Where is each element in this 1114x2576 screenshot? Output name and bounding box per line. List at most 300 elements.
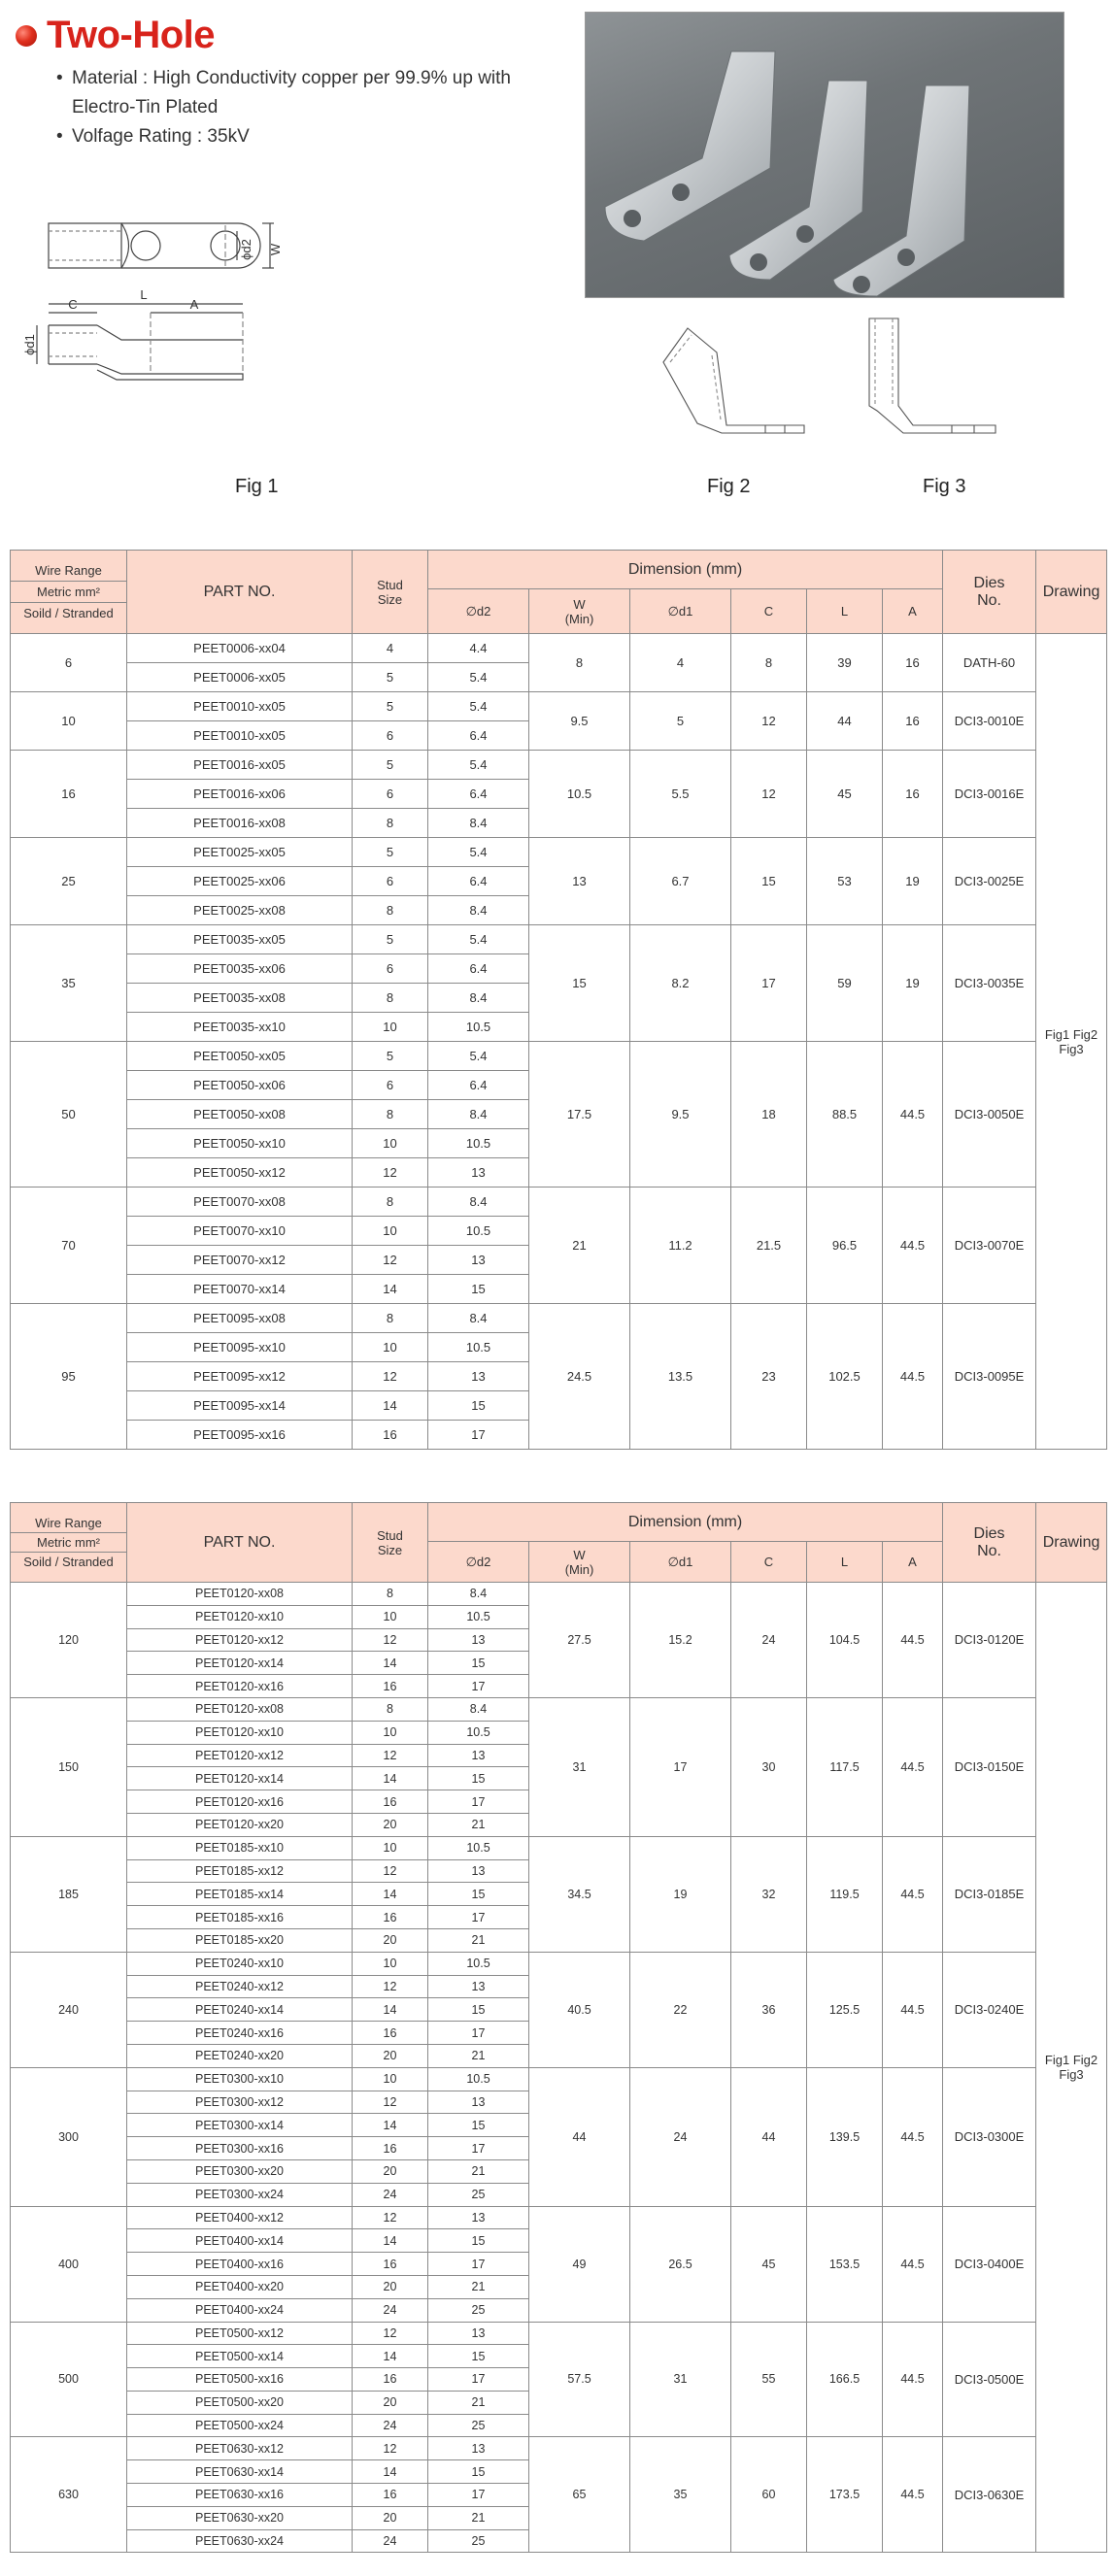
d2-cell: 15: [428, 1652, 529, 1675]
spec-material: • Material : High Conductivity copper per 99.9% up with Electro-Tin Plated: [56, 64, 561, 122]
dies-cell: DCI3-0035E: [943, 925, 1036, 1042]
d2-cell: 17: [428, 2368, 529, 2392]
table-row: [11, 1952, 1107, 1975]
d1-cell: 5: [630, 692, 731, 751]
part-no-cell: PEET0095-xx12: [127, 1362, 353, 1391]
d2-cell: 13: [428, 1362, 529, 1391]
title-row: [16, 14, 215, 57]
dies-cell: DCI3-0630E: [943, 2437, 1036, 2553]
wire-range-cell: 35: [11, 925, 127, 1042]
d1-cell: 22: [630, 1952, 731, 2067]
stud-size-cell: 6: [353, 780, 428, 809]
d2-cell: 10.5: [428, 1836, 529, 1859]
d2-cell: 5.4: [428, 751, 529, 780]
a-cell: 44.5: [883, 1042, 943, 1188]
stud-size-cell: 12: [353, 2206, 428, 2229]
wire-range-cell: 240: [11, 1952, 127, 2067]
part-no-cell: PEET0070-xx14: [127, 1275, 353, 1304]
d2-cell: 15: [428, 2229, 529, 2253]
stud-size-cell: 14: [353, 1391, 428, 1421]
d2-cell: 25: [428, 2298, 529, 2322]
wire-range-cell: 500: [11, 2322, 127, 2437]
d2-cell: 10.5: [428, 1333, 529, 1362]
stud-size-cell: 6: [353, 954, 428, 984]
part-no-cell: PEET0016-xx06: [127, 780, 353, 809]
d1-cell: 6.7: [630, 838, 731, 925]
w-cell: 40.5: [529, 1952, 630, 2067]
part-no-cell: PEET0010-xx05: [127, 721, 353, 751]
stud-size-cell: 12: [353, 1246, 428, 1275]
c-cell: 30: [731, 1697, 807, 1836]
w-cell: 34.5: [529, 1836, 630, 1952]
part-no-cell: PEET0035-xx08: [127, 984, 353, 1013]
part-no-cell: PEET0006-xx04: [127, 634, 353, 663]
d2-cell: 15: [428, 1391, 529, 1421]
part-no-cell: PEET0050-xx12: [127, 1158, 353, 1188]
header2-part-no: PART NO.: [127, 1503, 353, 1583]
part-no-cell: PEET0300-xx24: [127, 2183, 353, 2206]
d2-cell: 25: [428, 2529, 529, 2553]
d1-cell: 9.5: [630, 1042, 731, 1188]
stud-size-cell: 6: [353, 867, 428, 896]
header-d1: ∅d1: [630, 589, 731, 634]
spec-table-1: [10, 550, 1107, 1450]
a-cell: 44.5: [883, 2067, 943, 2206]
stud-size-cell: 12: [353, 1158, 428, 1188]
part-no-cell: PEET0240-xx14: [127, 1998, 353, 2022]
d2-cell: 15: [428, 1883, 529, 1906]
part-no-cell: PEET0095-xx08: [127, 1304, 353, 1333]
header2-w: W (Min): [529, 1542, 630, 1583]
stud-size-cell: 24: [353, 2183, 428, 2206]
header2-d1: ∅d1: [630, 1542, 731, 1583]
stud-size-cell: 20: [353, 2044, 428, 2067]
c-cell: 15: [731, 838, 807, 925]
w-cell: 9.5: [529, 692, 630, 751]
header-d2: ∅d2: [428, 589, 529, 634]
wire-range-cell: 70: [11, 1188, 127, 1304]
d2-cell: 8.4: [428, 1304, 529, 1333]
header2-solid-label: Soild / Stranded: [23, 1555, 114, 1569]
d2-cell: 13: [428, 1246, 529, 1275]
part-no-cell: PEET0240-xx12: [127, 1975, 353, 1998]
stud-size-cell: 14: [353, 2460, 428, 2484]
part-no-cell: PEET0240-xx10: [127, 1952, 353, 1975]
header2-wire-range-label: Wire Range: [11, 1514, 126, 1533]
part-no-cell: PEET0185-xx10: [127, 1836, 353, 1859]
stud-size-cell: 12: [353, 1859, 428, 1883]
header2-c: C: [731, 1542, 807, 1583]
dies-cell: DCI3-0010E: [943, 692, 1036, 751]
header-stud-size: Stud Size: [353, 551, 428, 634]
d2-cell: 8.4: [428, 809, 529, 838]
stud-size-cell: 5: [353, 838, 428, 867]
d2-cell: 13: [428, 2206, 529, 2229]
stud-size-cell: 16: [353, 1675, 428, 1698]
l-cell: 117.5: [807, 1697, 883, 1836]
w-cell: 8: [529, 634, 630, 692]
dies-cell: DCI3-0240E: [943, 1952, 1036, 2067]
d2-cell: 10.5: [428, 1952, 529, 1975]
stud-size-cell: 16: [353, 2253, 428, 2276]
stud-size-cell: 10: [353, 1013, 428, 1042]
d1-cell: 24: [630, 2067, 731, 2206]
a-cell: 44.5: [883, 2322, 943, 2437]
d2-cell: 15: [428, 1767, 529, 1790]
part-no-cell: PEET0400-xx16: [127, 2253, 353, 2276]
product-photo: [585, 12, 1064, 298]
part-no-cell: PEET0050-xx05: [127, 1042, 353, 1071]
part-no-cell: PEET0240-xx20: [127, 2044, 353, 2067]
d2-cell: 8.4: [428, 1100, 529, 1129]
l-cell: 45: [807, 751, 883, 838]
part-no-cell: PEET0240-xx16: [127, 2022, 353, 2045]
w-cell: 57.5: [529, 2322, 630, 2437]
d1-cell: 31: [630, 2322, 731, 2437]
c-cell: 44: [731, 2067, 807, 2206]
stud-size-cell: 14: [353, 1652, 428, 1675]
stud-size-cell: 16: [353, 1906, 428, 1929]
dim-l-label: L: [140, 287, 148, 302]
a-cell: 16: [883, 751, 943, 838]
wire-range-cell: 300: [11, 2067, 127, 2206]
table-row: [11, 1836, 1107, 1859]
l-cell: 88.5: [807, 1042, 883, 1188]
d2-cell: 8.4: [428, 1583, 529, 1606]
header2-l: L: [807, 1542, 883, 1583]
d1-cell: 5.5: [630, 751, 731, 838]
stud-size-cell: 16: [353, 2022, 428, 2045]
part-no-cell: PEET0016-xx05: [127, 751, 353, 780]
part-no-cell: PEET0630-xx16: [127, 2484, 353, 2507]
d2-cell: 25: [428, 2183, 529, 2206]
dies-cell: DATH-60: [943, 634, 1036, 692]
part-no-cell: PEET0300-xx20: [127, 2159, 353, 2183]
table-row: [11, 925, 1107, 954]
spec-list: [56, 64, 561, 151]
part-no-cell: PEET0025-xx08: [127, 896, 353, 925]
stud-size-cell: 24: [353, 2298, 428, 2322]
a-cell: 16: [883, 634, 943, 692]
part-no-cell: PEET0070-xx10: [127, 1217, 353, 1246]
wire-range-cell: 95: [11, 1304, 127, 1450]
d2-cell: 10.5: [428, 2067, 529, 2091]
stud-size-cell: 8: [353, 1697, 428, 1721]
dies-cell: DCI3-0400E: [943, 2206, 1036, 2322]
d2-cell: 25: [428, 2414, 529, 2437]
d2-cell: 6.4: [428, 780, 529, 809]
d1-cell: 19: [630, 1836, 731, 1952]
header-wire-range-label: Wire Range: [11, 560, 126, 582]
header2-dies-no: Dies No.: [943, 1503, 1036, 1583]
a-cell: 44.5: [883, 1697, 943, 1836]
part-no-cell: PEET0400-xx12: [127, 2206, 353, 2229]
d2-cell: 10.5: [428, 1013, 529, 1042]
w-cell: 27.5: [529, 1583, 630, 1698]
stud-size-cell: 14: [353, 2345, 428, 2368]
fig3-label: Fig 3: [923, 476, 966, 497]
header-wire-range: [11, 551, 127, 634]
d2-cell: 13: [428, 2091, 529, 2114]
d2-cell: 8.4: [428, 896, 529, 925]
stud-size-cell: 5: [353, 925, 428, 954]
d2-cell: 21: [428, 1813, 529, 1836]
d2-cell: 10.5: [428, 1605, 529, 1628]
header-solid-label: Soild / Stranded: [23, 606, 114, 620]
spec-table-2-body: [11, 1583, 1107, 2553]
stud-size-cell: 16: [353, 2484, 428, 2507]
d2-cell: 13: [428, 1975, 529, 1998]
d2-cell: 15: [428, 1275, 529, 1304]
d1-cell: 17: [630, 1697, 731, 1836]
l-cell: 59: [807, 925, 883, 1042]
wire-range-cell: 150: [11, 1697, 127, 1836]
header-w: W (Min): [529, 589, 630, 634]
l-cell: 44: [807, 692, 883, 751]
part-no-cell: PEET0120-xx16: [127, 1790, 353, 1814]
part-no-cell: PEET0006-xx05: [127, 663, 353, 692]
stud-size-cell: 14: [353, 2114, 428, 2137]
l-cell: 119.5: [807, 1836, 883, 1952]
a-cell: 16: [883, 692, 943, 751]
dies-cell: DCI3-0025E: [943, 838, 1036, 925]
table-row: [11, 2437, 1107, 2460]
d1-cell: 13.5: [630, 1304, 731, 1450]
a-cell: 19: [883, 838, 943, 925]
d2-cell: 17: [428, 2253, 529, 2276]
header2-metric-label: Metric mm²: [11, 1533, 126, 1553]
table-row: [11, 2206, 1107, 2229]
d2-cell: 6.4: [428, 954, 529, 984]
stud-size-cell: 12: [353, 2437, 428, 2460]
part-no-cell: PEET0025-xx06: [127, 867, 353, 896]
part-no-cell: PEET0035-xx10: [127, 1013, 353, 1042]
fig1-label: Fig 1: [235, 476, 279, 497]
d2-cell: 17: [428, 1906, 529, 1929]
d1-cell: 26.5: [630, 2206, 731, 2322]
d2-cell: 5.4: [428, 925, 529, 954]
table-row: [11, 1188, 1107, 1217]
stud-size-cell: 10: [353, 1333, 428, 1362]
table-row: [11, 1697, 1107, 1721]
d2-cell: 15: [428, 2460, 529, 2484]
w-cell: 13: [529, 838, 630, 925]
part-no-cell: PEET0400-xx24: [127, 2298, 353, 2322]
d2-cell: 6.4: [428, 1071, 529, 1100]
d2-cell: 21: [428, 1928, 529, 1952]
d2-cell: 21: [428, 2506, 529, 2529]
part-no-cell: PEET0400-xx14: [127, 2229, 353, 2253]
stud-size-cell: 10: [353, 1605, 428, 1628]
c-cell: 32: [731, 1836, 807, 1952]
c-cell: 45: [731, 2206, 807, 2322]
d2-cell: 13: [428, 2437, 529, 2460]
dies-cell: DCI3-0095E: [943, 1304, 1036, 1450]
d2-cell: 15: [428, 2345, 529, 2368]
wire-range-cell: 6: [11, 634, 127, 692]
dies-cell: DCI3-0070E: [943, 1188, 1036, 1304]
part-no-cell: PEET0070-xx12: [127, 1246, 353, 1275]
header2-d2: ∅d2: [428, 1542, 529, 1583]
stud-size-cell: 24: [353, 2414, 428, 2437]
a-cell: 44.5: [883, 2206, 943, 2322]
d1-cell: 8.2: [630, 925, 731, 1042]
part-no-cell: PEET0120-xx10: [127, 1721, 353, 1744]
part-no-cell: PEET0500-xx16: [127, 2368, 353, 2392]
part-no-cell: PEET0500-xx20: [127, 2391, 353, 2414]
stud-size-cell: 16: [353, 1421, 428, 1450]
d2-cell: 6.4: [428, 867, 529, 896]
stud-size-cell: 16: [353, 2137, 428, 2160]
w-cell: 31: [529, 1697, 630, 1836]
part-no-cell: PEET0035-xx06: [127, 954, 353, 984]
stud-size-cell: 10: [353, 1217, 428, 1246]
stud-size-cell: 16: [353, 1790, 428, 1814]
dies-cell: DCI3-0300E: [943, 2067, 1036, 2206]
dies-cell: DCI3-0150E: [943, 1697, 1036, 1836]
part-no-cell: PEET0070-xx08: [127, 1188, 353, 1217]
l-cell: 125.5: [807, 1952, 883, 2067]
stud-size-cell: 20: [353, 2506, 428, 2529]
w-cell: 10.5: [529, 751, 630, 838]
l-cell: 153.5: [807, 2206, 883, 2322]
stud-size-cell: 8: [353, 809, 428, 838]
stud-size-cell: 8: [353, 1304, 428, 1333]
l-cell: 173.5: [807, 2437, 883, 2553]
l-cell: 139.5: [807, 2067, 883, 2206]
part-no-cell: PEET0120-xx12: [127, 1744, 353, 1767]
stud-size-cell: 24: [353, 2529, 428, 2553]
d2-cell: 13: [428, 1744, 529, 1767]
part-no-cell: PEET0095-xx16: [127, 1421, 353, 1450]
a-cell: 44.5: [883, 1583, 943, 1698]
fig2-drawing: [658, 309, 833, 454]
dim-a-label: A: [189, 297, 199, 312]
c-cell: 36: [731, 1952, 807, 2067]
fig2-label: Fig 2: [707, 476, 751, 497]
wire-range-cell: 16: [11, 751, 127, 838]
part-no-cell: PEET0400-xx20: [127, 2275, 353, 2298]
l-cell: 53: [807, 838, 883, 925]
d2-cell: 13: [428, 1158, 529, 1188]
part-no-cell: PEET0120-xx14: [127, 1767, 353, 1790]
d2-cell: 21: [428, 2159, 529, 2183]
stud-size-cell: 12: [353, 1975, 428, 1998]
dies-cell: DCI3-0185E: [943, 1836, 1036, 1952]
part-no-cell: PEET0050-xx10: [127, 1129, 353, 1158]
header-l: L: [807, 589, 883, 634]
d2-cell: 17: [428, 1675, 529, 1698]
d2-cell: 10.5: [428, 1217, 529, 1246]
table-row: [11, 634, 1107, 663]
part-no-cell: PEET0120-xx16: [127, 1675, 353, 1698]
header-drawing: Drawing: [1036, 551, 1107, 634]
c-cell: 8: [731, 634, 807, 692]
d1-cell: 4: [630, 634, 731, 692]
wire-range-cell: 120: [11, 1583, 127, 1698]
d2-cell: 5.4: [428, 692, 529, 721]
header2-a: A: [883, 1542, 943, 1583]
dim-c-label: C: [68, 297, 78, 312]
part-no-cell: PEET0500-xx24: [127, 2414, 353, 2437]
part-no-cell: PEET0016-xx08: [127, 809, 353, 838]
part-no-cell: PEET0300-xx12: [127, 2091, 353, 2114]
c-cell: 12: [731, 751, 807, 838]
d2-cell: 13: [428, 1628, 529, 1652]
d2-cell: 4.4: [428, 634, 529, 663]
stud-size-cell: 10: [353, 1721, 428, 1744]
d2-cell: 5.4: [428, 838, 529, 867]
part-no-cell: PEET0050-xx08: [127, 1100, 353, 1129]
table-row: [11, 751, 1107, 780]
part-no-cell: PEET0185-xx14: [127, 1883, 353, 1906]
header-dimension: Dimension (mm): [428, 551, 943, 589]
part-no-cell: PEET0035-xx05: [127, 925, 353, 954]
part-no-cell: PEET0120-xx14: [127, 1652, 353, 1675]
a-cell: 44.5: [883, 2437, 943, 2553]
l-cell: 104.5: [807, 1583, 883, 1698]
w-cell: 15: [529, 925, 630, 1042]
wire-range-cell: 25: [11, 838, 127, 925]
w-cell: 65: [529, 2437, 630, 2553]
part-no-cell: PEET0630-xx24: [127, 2529, 353, 2553]
d2-cell: 13: [428, 2322, 529, 2345]
w-cell: 24.5: [529, 1304, 630, 1450]
stud-size-cell: 20: [353, 1928, 428, 1952]
d2-cell: 15: [428, 2114, 529, 2137]
stud-size-cell: 8: [353, 896, 428, 925]
c-cell: 55: [731, 2322, 807, 2437]
d1-cell: 15.2: [630, 1583, 731, 1698]
header-c: C: [731, 589, 807, 634]
spec-voltage: • Volfage Rating : 35kV: [56, 122, 561, 151]
table-row: [11, 1304, 1107, 1333]
header-dies-no: Dies No.: [943, 551, 1036, 634]
dies-cell: DCI3-0120E: [943, 1583, 1036, 1698]
stud-size-cell: 20: [353, 2275, 428, 2298]
part-no-cell: PEET0630-xx14: [127, 2460, 353, 2484]
c-cell: 23: [731, 1304, 807, 1450]
d2-cell: 10.5: [428, 1129, 529, 1158]
stud-size-cell: 8: [353, 1188, 428, 1217]
c-cell: 24: [731, 1583, 807, 1698]
stud-size-cell: 5: [353, 751, 428, 780]
dim-d1-label: ϕd1: [22, 334, 37, 355]
header2-wire-range: [11, 1503, 127, 1583]
d2-cell: 8.4: [428, 1188, 529, 1217]
stud-size-cell: 14: [353, 1998, 428, 2022]
part-no-cell: PEET0300-xx16: [127, 2137, 353, 2160]
c-cell: 17: [731, 925, 807, 1042]
d2-cell: 21: [428, 2275, 529, 2298]
d1-cell: 35: [630, 2437, 731, 2553]
d2-cell: 17: [428, 2484, 529, 2507]
a-cell: 19: [883, 925, 943, 1042]
part-no-cell: PEET0500-xx14: [127, 2345, 353, 2368]
header-part-no: PART NO.: [127, 551, 353, 634]
c-cell: 21.5: [731, 1188, 807, 1304]
stud-size-cell: 12: [353, 1628, 428, 1652]
part-no-cell: PEET0120-xx08: [127, 1697, 353, 1721]
d2-cell: 6.4: [428, 721, 529, 751]
stud-size-cell: 20: [353, 2391, 428, 2414]
stud-size-cell: 4: [353, 634, 428, 663]
wire-range-cell: 185: [11, 1836, 127, 1952]
stud-size-cell: 16: [353, 2368, 428, 2392]
lug-photo-image: [586, 13, 1063, 297]
dies-cell: DCI3-0016E: [943, 751, 1036, 838]
stud-size-cell: 20: [353, 1813, 428, 1836]
